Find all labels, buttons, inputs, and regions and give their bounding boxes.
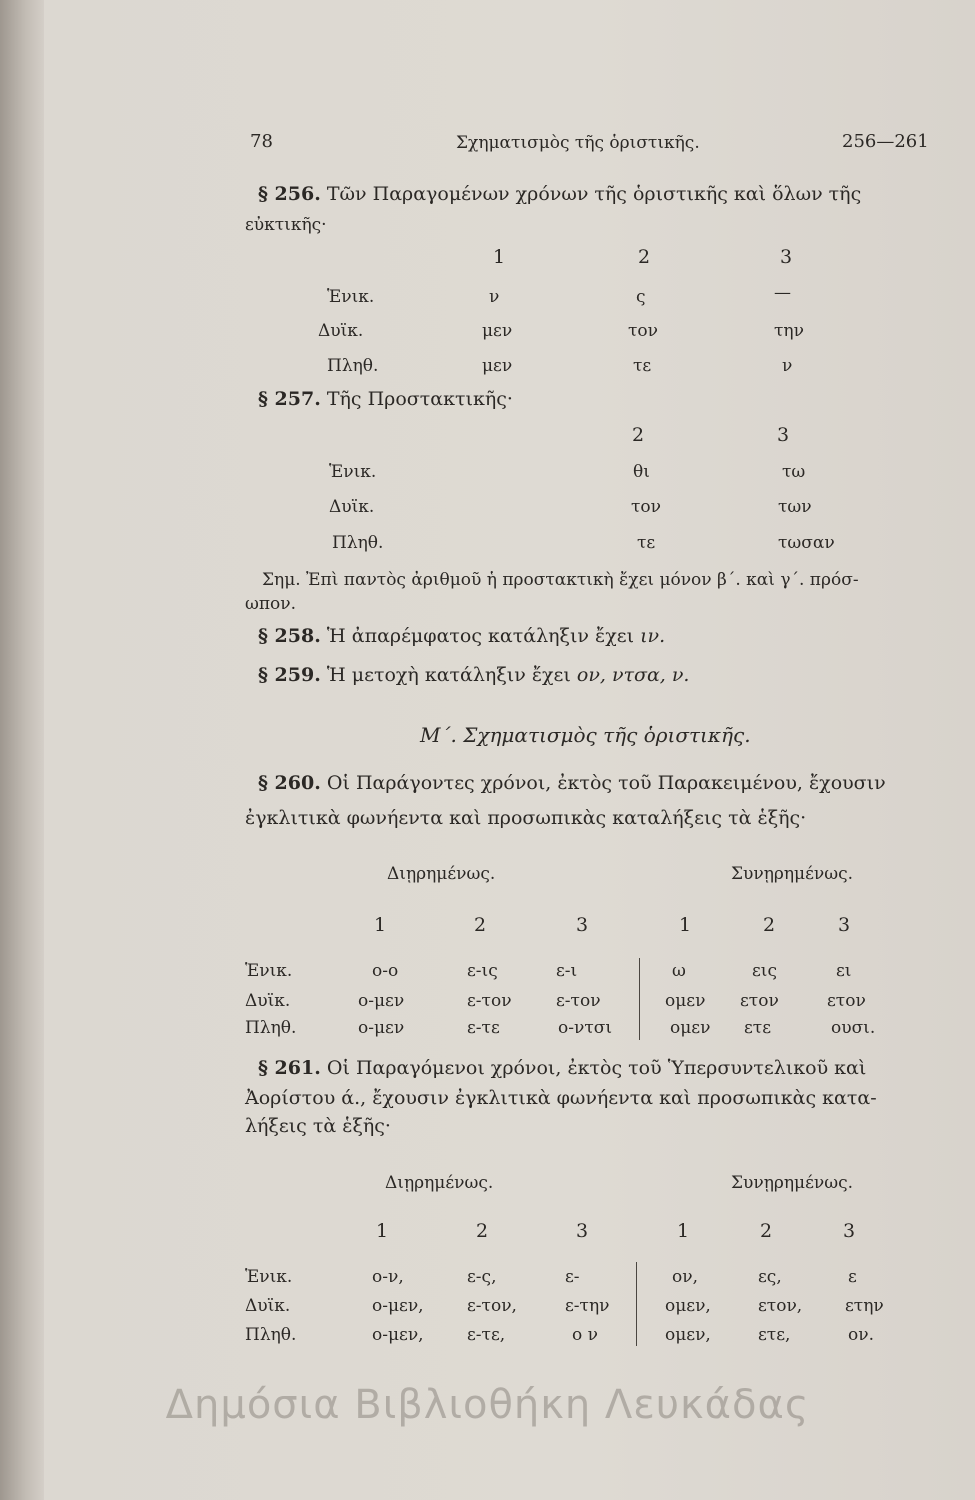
s261-cell: ετην <box>845 1296 884 1316</box>
s260-col: 3 <box>576 914 589 936</box>
s261-cell: ον, <box>672 1267 698 1287</box>
section-range: 256—261 <box>842 131 929 152</box>
running-title: Σχηματισμὸς τῆς ὁριστικῆς. <box>456 133 700 153</box>
s257-cell: τωσαν <box>778 533 835 553</box>
s257-cell: τω <box>782 462 806 482</box>
s261-cell: ετε, <box>758 1325 791 1345</box>
s257-row-label: Πληθ. <box>332 533 384 553</box>
s260-cell: ο-ντσι <box>558 1018 612 1038</box>
s256-col-3: 3 <box>780 246 793 268</box>
s261-cell: ε-την <box>565 1296 610 1316</box>
s260-text-line1: § 260. Οἱ Παράγοντες χρόνοι, ἐκτὸς τοῦ Παρακειμένου, ἔχουσιν <box>258 772 886 794</box>
s260-number: § 260. <box>258 772 321 794</box>
s260-group-left: Διῃρημένως. <box>387 864 496 884</box>
s261-group-left: Διῃρημένως. <box>385 1173 494 1193</box>
s260-cell: ε-τον <box>556 991 601 1011</box>
s260-col: 1 <box>679 914 692 936</box>
s259-number: § 259. <box>258 664 321 686</box>
s261-cell: ο-μεν, <box>372 1325 424 1345</box>
s257-col-2: 2 <box>632 424 645 446</box>
s256-row-label: Δυϊκ. <box>318 321 364 341</box>
s258-text: § 258. Ἡ ἀπαρέμφατος κατάληξιν ἔχει ιν. <box>258 625 666 647</box>
s257-text: § 257. Τῆς Προστακτικῆς· <box>258 388 513 410</box>
s260-col: 1 <box>374 914 387 936</box>
page-number: 78 <box>250 131 273 152</box>
s260-cell: ε-ι <box>556 961 578 981</box>
s257-cell: τον <box>631 497 661 517</box>
s261-cell: ε-τε, <box>467 1325 506 1345</box>
s257-row-label: Ἑνικ. <box>329 462 377 482</box>
s260-cell: ε-τον <box>467 991 512 1011</box>
s261-cell: ον. <box>848 1325 874 1345</box>
s260-text-line2: ἐγκλιτικὰ φωνήεντα καὶ προσωπικὰς καταλήξεις τὰ ἑξῆς· <box>245 807 807 829</box>
s260-cell: ετον <box>740 991 779 1011</box>
s261-col: 3 <box>576 1220 589 1242</box>
s256-text-line1: § 256. Τῶν Παραγομένων χρόνων τῆς ὁριστικῆς καὶ ὅλων τῆς <box>258 183 862 205</box>
s257-cell: τε <box>637 533 656 553</box>
s260-cell: ετον <box>827 991 866 1011</box>
page-edge-shadow <box>0 0 44 1500</box>
s261-cell: ο-ν, <box>372 1267 404 1287</box>
s261-row-label: Δυϊκ. <box>245 1296 291 1316</box>
s261-cell: ε- <box>565 1267 580 1287</box>
s257-cell: των <box>778 497 812 517</box>
s256-row-label: Πληθ. <box>327 356 379 376</box>
s260-col: 2 <box>763 914 776 936</box>
s256-cell: ν <box>489 287 500 307</box>
s260-row-label: Δυϊκ. <box>245 991 291 1011</box>
s256-col-1: 1 <box>493 246 506 268</box>
s258-number: § 258. <box>258 625 321 647</box>
s256-cell: την <box>774 321 804 341</box>
s261-cell: ετον, <box>758 1296 803 1316</box>
s261-text-line1: § 261. Οἱ Παραγόμενοι χρόνοι, ἐκτὸς τοῦ Ὑπερσυντελικοῦ καὶ <box>258 1057 867 1079</box>
s261-cell: ο-μεν, <box>372 1296 424 1316</box>
s260-cell: ο-ο <box>372 961 399 981</box>
s257-note-line1: Σημ. Ἐπὶ παντὸς ἀριθμοῦ ἡ προστακτικὴ ἔχει μόνον β΄. καὶ γ΄. πρόσ- <box>262 570 859 590</box>
s260-cell: ε-ις <box>467 961 498 981</box>
s261-cell: ομεν, <box>665 1296 711 1316</box>
s256-cell: τε <box>633 356 652 376</box>
s260-cell: ο-μεν <box>358 991 405 1011</box>
s261-cell: ε-ς, <box>467 1267 497 1287</box>
s257-col-3: 3 <box>777 424 790 446</box>
s261-cell: ομεν, <box>665 1325 711 1345</box>
s261-text-line2: Ἀορίστου ά., ἔχουσιν ἐγκλιτικὰ φωνήεντα καὶ προσωπικὰς κατα- <box>245 1087 877 1109</box>
s261-col: 2 <box>476 1220 489 1242</box>
s256-cell: μεν <box>482 356 513 376</box>
s261-col: 3 <box>843 1220 856 1242</box>
s257-number: § 257. <box>258 388 321 410</box>
s256-cell: — <box>774 283 791 303</box>
s260-divider <box>639 958 640 1040</box>
s257-note-line2: ωπον. <box>245 594 297 614</box>
s259-ending: ον, ντσα, ν. <box>576 664 690 686</box>
s260-cell: ει <box>836 961 852 981</box>
s260-cell: ω <box>672 961 686 981</box>
s261-group-right: Συνῃρημένως. <box>731 1173 854 1193</box>
s261-cell: ες, <box>758 1267 782 1287</box>
s258-ending: ιν. <box>640 625 666 647</box>
s256-col-2: 2 <box>638 246 651 268</box>
s260-cell: ουσι. <box>831 1018 876 1038</box>
s260-cell: ο-μεν <box>358 1018 405 1038</box>
s259-text: § 259. Ἡ μετοχὴ κατάληξιν ἔχει ον, ντσα, ν. <box>258 664 690 686</box>
s261-col: 1 <box>677 1220 690 1242</box>
s261-cell: ε <box>848 1267 857 1287</box>
s260-cell: ε-τε <box>467 1018 500 1038</box>
s260-row-label: Πληθ. <box>245 1018 297 1038</box>
s257-row-label: Δυϊκ. <box>329 497 375 517</box>
s260-cell: εις <box>752 961 777 981</box>
s261-col: 1 <box>376 1220 389 1242</box>
s261-col: 2 <box>760 1220 773 1242</box>
s260-cell: ομεν <box>665 991 706 1011</box>
s261-text-line3: λήξεις τὰ ἑξῆς· <box>245 1115 391 1137</box>
library-watermark: Δημόσια Βιβλιοθήκη Λευκάδας <box>165 1382 810 1428</box>
s260-group-right: Συνῃρημένως. <box>731 864 854 884</box>
s256-cell: μεν <box>482 321 513 341</box>
s256-number: § 256. <box>258 183 321 205</box>
s256-text-line2: εὐκτικῆς· <box>245 215 327 235</box>
section-heading: Μ΄. Σχηματισμὸς τῆς ὁριστικῆς. <box>420 723 751 747</box>
s261-row-label: Πληθ. <box>245 1325 297 1345</box>
s256-cell: ν <box>782 356 793 376</box>
s260-col: 2 <box>474 914 487 936</box>
s257-cell: θι <box>633 462 650 482</box>
s261-cell: ε-τον, <box>467 1296 517 1316</box>
s260-cell: ομεν <box>670 1018 711 1038</box>
s256-row-label: Ἑνικ. <box>327 287 375 307</box>
s256-cell: ς <box>636 287 646 307</box>
s261-row-label: Ἑνικ. <box>245 1267 293 1287</box>
s256-cell: τον <box>628 321 658 341</box>
s260-cell: ετε <box>744 1018 772 1038</box>
s261-divider <box>636 1262 637 1346</box>
s261-cell: ο ν <box>572 1325 598 1345</box>
s261-number: § 261. <box>258 1057 321 1079</box>
s260-col: 3 <box>838 914 851 936</box>
s260-row-label: Ἑνικ. <box>245 961 293 981</box>
